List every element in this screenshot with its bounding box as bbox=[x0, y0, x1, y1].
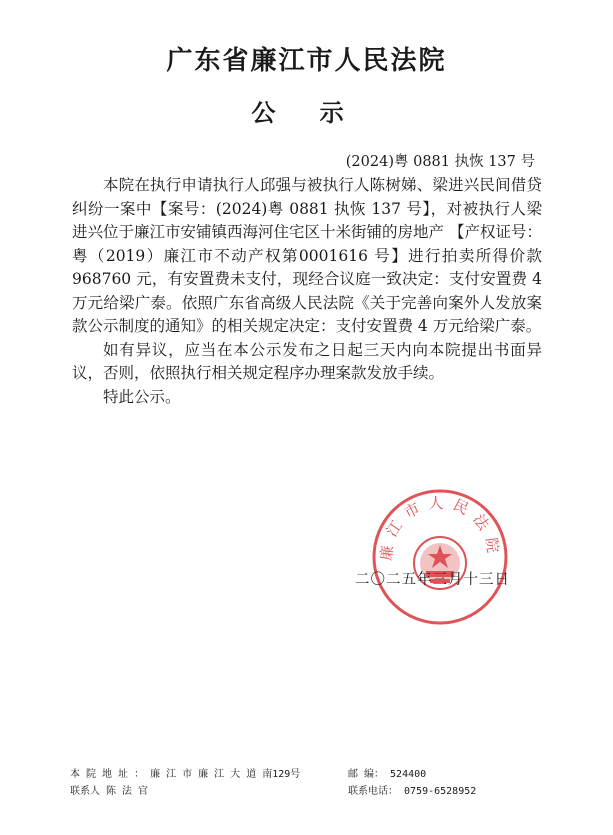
notice-body bbox=[72, 174, 542, 409]
case-number: (2024)粤 0881 执恢 137 号 bbox=[345, 154, 535, 170]
contact-person: 联系人 陈 法 官 bbox=[70, 786, 149, 797]
paragraph-closing: 特此公示。 bbox=[103, 387, 181, 406]
postcode: 邮 编： 524400 bbox=[348, 769, 427, 780]
seal-text: 廉江市人民法院 bbox=[377, 493, 503, 562]
paragraph-objection: 如有异议，应当在本公示发布之日起三天内向本院提出书面异议，否则，依照执行相关规定程序办理案款发放手续。 bbox=[72, 340, 542, 382]
paragraph-main: 本院在执行申请执行人邱强与被执行人陈树娣、梁进兴民间借贷纠纷一案中【案号：(2024)粤 0881 执恢 137 号】，对被执行人梁进兴位于廉江市安铺镇西海河住宅区十米街铺的房地产 【产权证号：粤（2019）廉江市不动产权第0001616 号】进行拍卖所得价款 968760 元，有安置费未支付，现经合议庭一致决定：支付安置费 4 万元给梁广泰。依照广东省高级人民法院《关于完善向案外人发放案款公示制度的通知》的相关规定决定：支付安置费 4 万元给梁广泰。 bbox=[72, 176, 542, 335]
court-address: 本 院 地 址 ： 廉 江 市 廉 江 大 道 南129号 bbox=[70, 769, 301, 780]
issue-date: 二〇二五年三月十三日 bbox=[355, 572, 510, 588]
document-type: 公 示 bbox=[251, 98, 362, 127]
contact-phone: 联系电话： 0759-6528952 bbox=[348, 786, 477, 797]
court-name: 广东省廉江市人民法院 bbox=[166, 46, 447, 76]
court-seal bbox=[370, 487, 510, 627]
